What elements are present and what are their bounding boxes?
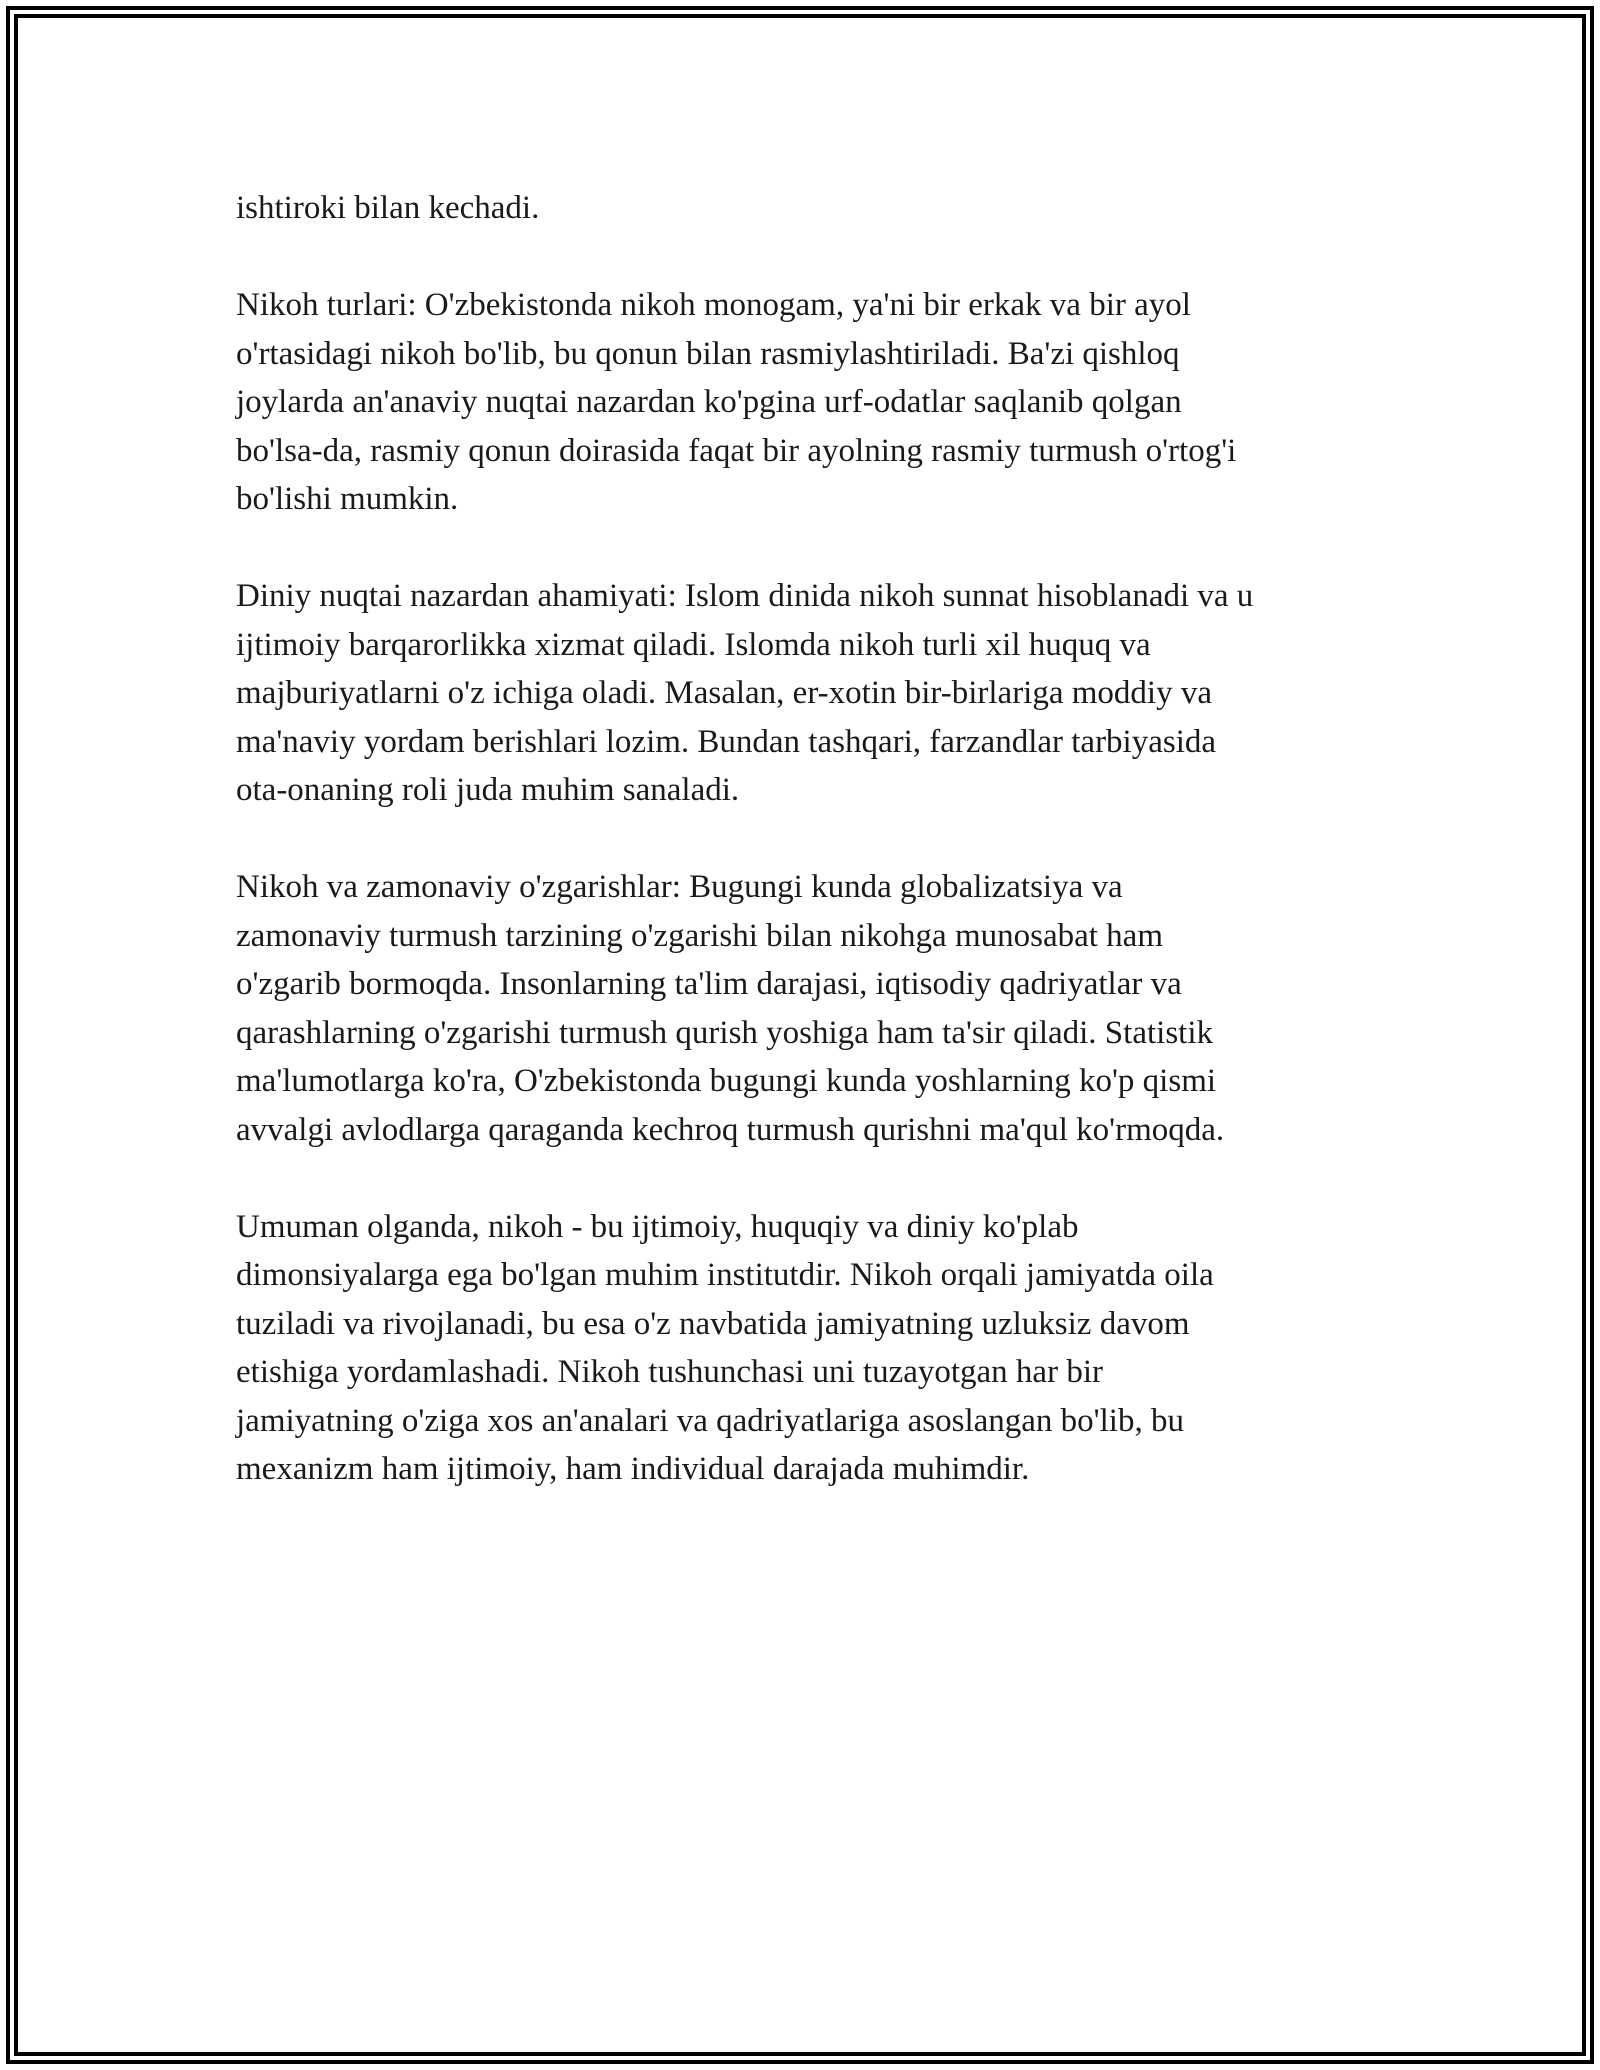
text-line: qarashlarning o'zgarishi turmush qurish yoshiga ham ta'sir qiladi. Statistik [236, 1014, 1213, 1051]
text-line: Diniy nuqtai nazardan ahamiyati: Islom dinida nikoh sunnat hisoblanadi va u [236, 578, 1254, 614]
paragraph-continuation [236, 184, 1376, 233]
paragraph-nikoh-turlari [236, 281, 1376, 524]
text-line: ota-onaning roli juda muhim sanaladi. [236, 772, 740, 808]
text-line: majburiyatlarni o'z ichiga oladi. Masalan, er-xotin bir-birlariga moddiy va [236, 675, 1212, 711]
text-line: dimonsiyalarga ega bo'lgan muhim institutdir. Nikoh orqali jamiyatda oila [236, 1257, 1214, 1293]
text-line: etishiga yordamlashadi. Nikoh tushunchasi uni tuzayotgan har bir [236, 1354, 1103, 1390]
text-line: ma'lumotlarga ko'ra, O'zbekistonda bugungi kunda yoshlarning ko'p qismi [236, 1063, 1217, 1099]
text-line: zamonaviy turmush tarzining o'zgarishi bilan nikohga munosabat ham [236, 917, 1163, 954]
text-line: Umuman olganda, nikoh - bu ijtimoiy, huquqiy va diniy ko'plab [236, 1208, 1079, 1245]
text-line: bo'lishi mumkin. [236, 481, 459, 517]
text-line: o'zgarib bormoqda. Insonlarning ta'lim darajasi, iqtisodiy qadriyatlar va [236, 966, 1182, 1002]
document-body [236, 184, 1376, 1542]
text-line: joylarda an'anaviy nuqtai nazardan ko'pgina urf-odatlar saqlanib qolgan [236, 384, 1182, 420]
paragraph-umuman-olganda [236, 1203, 1376, 1494]
text-line: avvalgi avlodlarga qaraganda kechroq turmush qurishni ma'qul ko'rmoqda. [236, 1111, 1225, 1148]
text-line: ma'naviy yordam berishlari lozim. Bundan tashqari, farzandlar tarbiyasida [236, 723, 1217, 760]
text-line: Nikoh turlari: O'zbekistonda nikoh monogam, ya'ni bir erkak va bir ayol [236, 287, 1191, 323]
text-line: o'rtasidagi nikoh bo'lib, bu qonun bilan rasmiylashtiriladi. Ba'zi qishloq [236, 335, 1180, 372]
paragraph-diniy-ahamiyati [236, 572, 1376, 815]
text-line: ijtimoiy barqarorlikka xizmat qiladi. Islomda nikoh turli xil huquq va [236, 626, 1151, 663]
text-line: mexanizm ham ijtimoiy, ham individual darajada muhimdir. [236, 1451, 1030, 1487]
text-line: jamiyatning o'ziga xos an'analari va qadriyatlariga asoslangan bo'lib, bu [236, 1402, 1184, 1439]
text-line: bo'lsa-da, rasmiy qonun doirasida faqat bir ayolning rasmiy turmush o'rtog'i [236, 432, 1237, 469]
paragraph-zamonaviy-ozgarishlar [236, 863, 1376, 1154]
text-line: Nikoh va zamonaviy o'zgarishlar: Bugungi kunda globalizatsiya va [236, 869, 1123, 905]
text-line: ishtiroki bilan kechadi. [236, 190, 540, 226]
text-line: tuziladi va rivojlanadi, bu esa o'z navbatida jamiyatning uzluksiz davom [236, 1305, 1190, 1342]
